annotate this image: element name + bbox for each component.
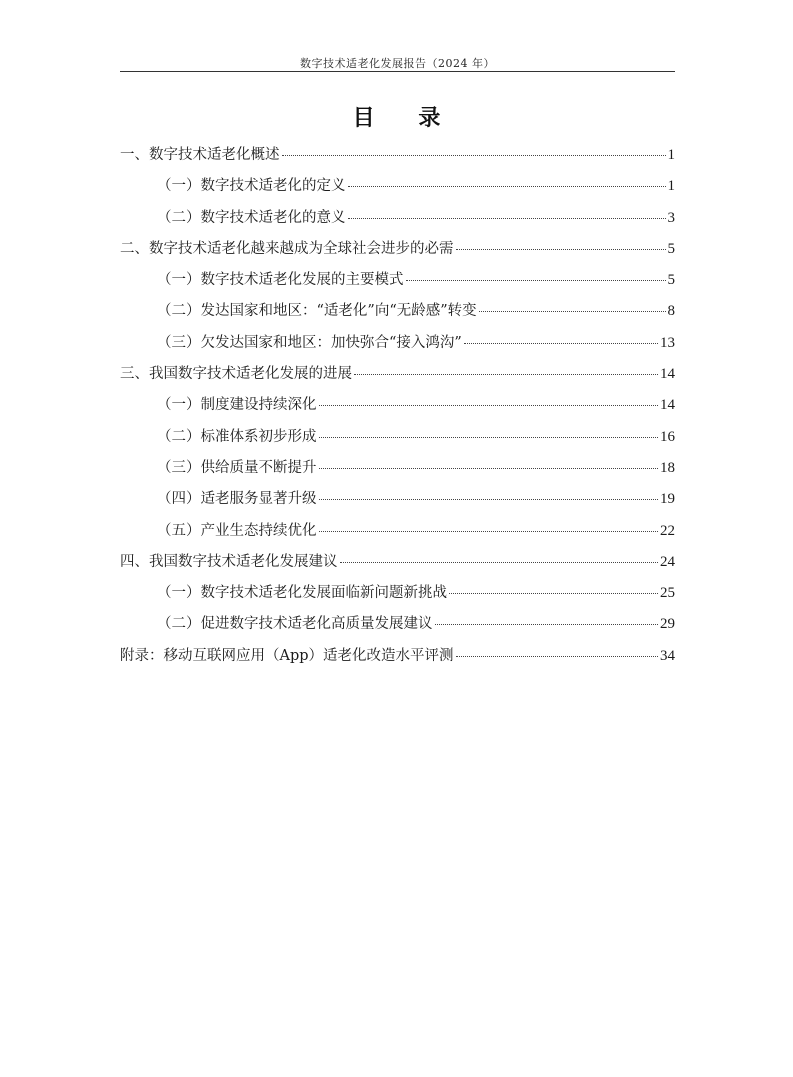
toc-entry-page: 14: [660, 366, 675, 383]
toc-entry-title: 二、数字技术适老化越来越成为全球社会进步的必需: [120, 240, 454, 257]
dot-leader: [479, 311, 666, 312]
toc-entry-title: 附录：移动互联网应用（App）适老化改造水平评测: [120, 647, 454, 664]
dot-leader: [435, 624, 659, 625]
toc-entry-page: 25: [660, 585, 675, 602]
toc-entry-title: （二）标准体系初步形成: [157, 428, 317, 445]
toc-entry-title: （一）制度建设持续深化: [157, 397, 317, 414]
toc-entry-title: （二）发达国家和地区：“适老化”向“无龄感”转变: [157, 303, 477, 320]
running-header: 数字技术适老化发展报告（2024 年）: [300, 57, 495, 70]
toc-entry-page: 14: [660, 397, 675, 414]
toc-entry-title: （三）欠发达国家和地区：加快弥合“接入鸿沟”: [157, 334, 462, 351]
toc-entry-page: 22: [660, 522, 675, 539]
toc-entry-title: （五）产业生态持续优化: [157, 522, 317, 539]
toc-entry-title: （二）促进数字技术适老化高质量发展建议: [157, 616, 433, 633]
toc-entry[interactable]: [120, 547, 675, 578]
toc-entry[interactable]: [120, 234, 675, 265]
toc-entry-title: （一）数字技术适老化发展面临新问题新挑战: [157, 585, 447, 602]
toc-entry[interactable]: [120, 140, 675, 171]
dot-leader: [348, 218, 666, 219]
dot-leader: [319, 405, 659, 406]
toc-entry-title: 一、数字技术适老化概述: [120, 147, 280, 163]
toc-entry-title: （四）适老服务显著升级: [157, 491, 317, 508]
toc-title: 目 录: [352, 106, 459, 131]
toc-entry-title: （一）数字技术适老化发展的主要模式: [157, 272, 404, 289]
dot-leader: [449, 593, 658, 594]
toc-entry-page: 5: [667, 272, 675, 289]
dot-leader: [456, 656, 658, 657]
dot-leader: [319, 437, 659, 438]
dot-leader: [456, 249, 666, 250]
toc-entry-title: 三、我国数字技术适老化发展的进展: [120, 366, 352, 383]
toc-entry-page: 3: [667, 209, 675, 226]
toc-entry-page: 1: [667, 147, 675, 163]
toc-entry-title: 四、我国数字技术适老化发展建议: [120, 553, 338, 570]
dot-leader: [348, 186, 666, 187]
toc-entry[interactable]: [120, 203, 675, 234]
toc-entry-page: 19: [660, 491, 675, 508]
toc-entry[interactable]: [120, 265, 675, 296]
toc-entry[interactable]: [120, 609, 675, 640]
toc-entry-title: （三）供给质量不断提升: [157, 459, 317, 476]
dot-leader: [464, 343, 658, 344]
dot-leader: [406, 280, 666, 281]
dot-leader: [319, 531, 659, 532]
toc-entry[interactable]: [120, 422, 675, 453]
dot-leader: [340, 562, 659, 563]
toc-entry[interactable]: [120, 484, 675, 515]
table-of-contents: [120, 140, 675, 672]
toc-entry-page: 24: [660, 553, 675, 570]
toc-entry-page: 8: [667, 303, 675, 320]
toc-entry-title: （二）数字技术适老化的意义: [157, 209, 346, 226]
dot-leader: [319, 468, 659, 469]
toc-entry-page: 29: [660, 616, 675, 633]
toc-entry-page: 18: [660, 459, 675, 476]
toc-entry-page: 16: [660, 428, 675, 445]
toc-entry[interactable]: [120, 390, 675, 421]
toc-entry-page: 5: [667, 240, 675, 257]
toc-entry[interactable]: [120, 516, 675, 547]
toc-entry[interactable]: [120, 453, 675, 484]
toc-entry[interactable]: [120, 171, 675, 202]
dot-leader: [282, 155, 666, 156]
toc-entry[interactable]: [120, 296, 675, 327]
toc-entry[interactable]: [120, 359, 675, 390]
toc-entry[interactable]: [120, 641, 675, 672]
toc-entry[interactable]: [120, 578, 675, 609]
header-rule: [120, 71, 675, 72]
dot-leader: [319, 499, 659, 500]
toc-entry-page: 34: [660, 647, 675, 664]
toc-entry-title: （一）数字技术适老化的定义: [157, 178, 346, 195]
dot-leader: [354, 374, 658, 375]
toc-entry[interactable]: [120, 328, 675, 359]
toc-entry-page: 13: [660, 334, 675, 351]
toc-entry-page: 1: [667, 178, 675, 195]
